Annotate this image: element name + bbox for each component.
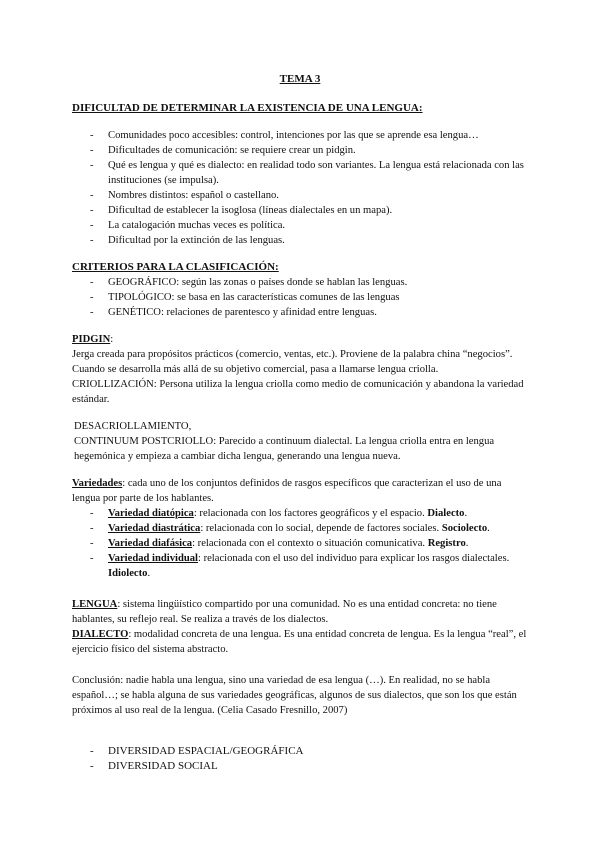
variedad-term: Variedad individual xyxy=(108,553,198,564)
list-item: - DIVERSIDAD ESPACIAL/GEOGRÁFICA xyxy=(72,744,528,759)
dialecto-definition: : modalidad concreta de una lengua. Es una entidad concreta de lengua. Es la lengua “real”, el ejercicio físico del sistema abstracto. xyxy=(72,629,527,655)
criterios-list xyxy=(72,275,528,320)
variedad-result: Registro xyxy=(427,538,466,549)
document-page xyxy=(72,72,528,774)
dialecto-term: DIALECTO xyxy=(72,629,129,640)
list-item xyxy=(72,521,528,536)
continuum-text: CONTINUUM POSTCRIOLLO: Parecido a continuum dialectal. La lengua criolla entra en lengua hegemónica y empieza a cambiar dicha lengua, generando una lengua nueva. xyxy=(74,436,495,462)
pidgin-text: Jerga creada para propósitos prácticos (comercio, ventas, etc.). Proviene de la palabra china “negocios”. Cuando se desarrolla más allá de su objetivo comercial, pasa a llamarse lengua criolla. xyxy=(72,349,513,375)
descriollamiento-text: DESACRIOLLAMIENTO, xyxy=(74,421,192,432)
section-heading-criterios: CRITERIOS PARA LA CLASIFICACIÓN: xyxy=(72,261,279,273)
variedad-text: : relacionada con lo social, depende de factores sociales. xyxy=(200,523,442,534)
list-item: - TIPOLÓGICO: se basa en las características comunes de las lenguas xyxy=(72,290,528,305)
variedad-term: Variedad diastrática xyxy=(108,523,201,534)
list-item xyxy=(72,536,528,551)
variedades-paragraph xyxy=(72,476,528,506)
variedad-result: Idiolecto xyxy=(108,568,148,579)
pidgin-heading-suffix: : xyxy=(110,334,114,345)
lengua-paragraph xyxy=(72,597,528,627)
dialecto-paragraph xyxy=(72,627,528,657)
list-item: - Nombres distintos: español o castellano. xyxy=(72,188,528,203)
variedad-text: : relacionada con el uso del individuo para explicar los rasgos dialectales. xyxy=(197,553,510,564)
variedad-term: Variedad diatópica xyxy=(108,508,194,519)
list-item: - Comunidades poco accesibles: control, intenciones por las que se aprende esa lengua… xyxy=(72,128,528,143)
section-heading-dificultad: DIFICULTAD DE DETERMINAR LA EXISTENCIA DE UNA LENGUA: xyxy=(72,102,423,114)
lengua-term: LENGUA xyxy=(72,599,118,610)
list-item: - Dificultades de comunicación: se requiere crear un pidgin. xyxy=(72,143,528,158)
diversidad-list xyxy=(72,744,528,774)
list-item: - Dificultad por la extinción de las lenguas. xyxy=(72,233,528,248)
variedades-definition: : cada uno de los conjuntos definidos de rasgos específicos que caracterizan el uso de una lengua por parte de los hablantes. xyxy=(72,478,502,504)
list-item: - Qué es lengua y qué es dialecto: en realidad todo son variantes. La lengua está relacionada con las instituciones (se impulsa). xyxy=(72,158,528,188)
variedad-term: Variedad diafásica xyxy=(108,538,193,549)
list-item: - La catalogación muchas veces es política. xyxy=(72,218,528,233)
pidgin-heading: PIDGIN xyxy=(72,334,111,345)
variedad-end: . xyxy=(147,568,151,579)
list-item xyxy=(72,506,528,521)
variedad-result: Sociolecto xyxy=(441,523,488,534)
conclusion-text: Conclusión: nadie habla una lengua, sino una variedad de esa lengua (…). En realidad, no se habla español…; se habla alguna de sus variedades geográficas, algunos de sus dialectos, que son los que están próximos al uso real de la lengua. (Celia Casado Fresnillo, 2007) xyxy=(72,675,517,716)
variedad-text: : relacionada con los factores geográficos y el espacio. xyxy=(193,508,428,519)
variedad-text: : relacionada con el contexto o situación comunicativa. xyxy=(192,538,428,549)
list-item: - DIVERSIDAD SOCIAL xyxy=(72,759,528,774)
dificultad-list xyxy=(72,128,528,248)
list-item: - GEOGRÁFICO: según las zonas o países donde se hablan las lenguas. xyxy=(72,275,528,290)
variedad-end: . xyxy=(464,508,468,519)
variedad-end: . xyxy=(487,523,490,534)
pidgin-heading-line xyxy=(72,332,528,347)
page-title: TEMA 3 xyxy=(279,73,321,85)
variedad-end: . xyxy=(465,538,469,549)
list-item: - GENÉTICO: relaciones de parentesco y afinidad entre lenguas. xyxy=(72,305,528,320)
variedades-term: Variedades xyxy=(72,478,123,489)
variedad-result: Dialecto xyxy=(427,508,465,519)
variedades-list xyxy=(72,506,528,581)
lengua-definition: : sistema lingüístico compartido por una comunidad. No es una entidad concreta: no tiene hablantes, su reflejo real. Se realiza a través de los dialectos. xyxy=(72,599,497,625)
list-item xyxy=(72,551,528,581)
criollizacion-text: CRIOLLIZACIÓN: Persona utiliza la lengua criolla como medio de comunicación y abandona la variedad estándar. xyxy=(72,379,524,405)
list-item: - Dificultad de establecer la isoglosa (líneas dialectales en un mapa). xyxy=(72,203,528,218)
